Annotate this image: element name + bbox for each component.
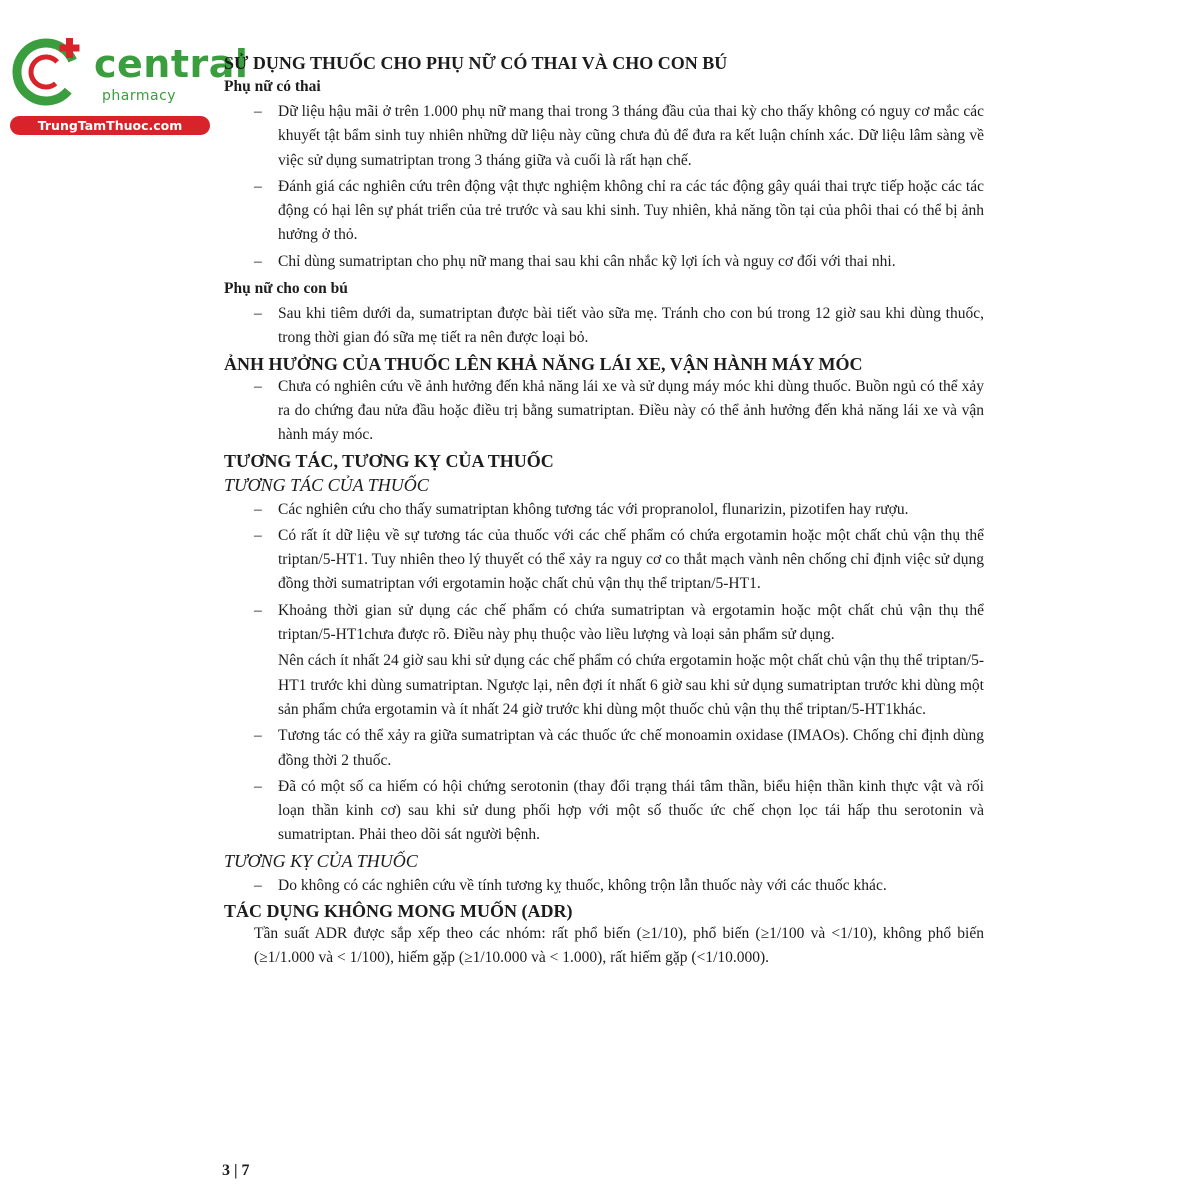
list-item	[224, 375, 984, 448]
bullet-dash-icon: –	[254, 526, 262, 544]
list-item-text: Do không có các nghiên cứu về tính tương kỵ thuốc, không trộn lẫn thuốc này với các thuốc khác.	[278, 876, 887, 894]
list-item	[224, 302, 984, 351]
bullet-dash-icon: –	[254, 601, 262, 619]
logo-subtitle: pharmacy	[102, 88, 177, 104]
pharmacy-emblem-icon	[10, 36, 94, 116]
breastfeeding-list	[224, 302, 984, 351]
driving-list	[224, 375, 984, 448]
central-pharmacy-logo	[10, 36, 249, 136]
list-item	[224, 175, 984, 248]
list-item	[224, 100, 984, 173]
list-item-text: Sau khi tiêm dưới da, sumatriptan được bài tiết vào sữa mẹ. Tránh cho con bú trong 12 giờ sau khi dùng thuốc, trong thời gian đó sữa mẹ tiết ra nên được loại bỏ.	[278, 305, 984, 347]
list-item-text: Khoảng thời gian sử dụng các chế phẩm có chứa sumatriptan và ergotamin hoặc một chất chủ vận thụ thể triptan/5-HT1chưa được rõ. Điều này phụ thuộc vào liều lượng và loại sản phẩm sử dụng.	[278, 601, 984, 644]
logo-brand-name: central	[94, 42, 249, 86]
list-item	[224, 524, 984, 597]
section-title-interactions: TƯƠNG TÁC, TƯƠNG KỴ CỦA THUỐC	[224, 450, 554, 471]
logo-website-link[interactable]: TrungTamThuoc.com	[10, 116, 210, 135]
heading-breastfeeding-women: Phụ nữ cho con bú	[224, 280, 348, 298]
list-item-text: Dữ liệu hậu mãi ở trên 1.000 phụ nữ mang thai trong 3 tháng đầu của thai kỳ cho thấy không có nguy cơ mắc các khuyết tật bẩm sinh tuy nhiên những dữ liệu này cũng chưa đủ để đưa ra kết luận chính xác. Dữ liệu lâm sàng về việc sử dụng sumatriptan trong 3 tháng giữa và cuối là rất hạn chế.	[278, 103, 984, 169]
document-body	[224, 52, 984, 971]
list-item	[224, 724, 984, 773]
bullet-dash-icon: –	[254, 777, 262, 795]
list-item-text: Chưa có nghiên cứu về ảnh hưởng đến khả năng lái xe và sử dụng máy móc khi dùng thuốc. Buồn ngủ có thể xảy ra do chứng đau nửa đầu hoặc điều trị bằng sumatriptan. Điều này có thể ảnh hưởng đến khả năng lái xe và vận hành máy móc.	[278, 377, 984, 444]
list-item	[224, 498, 984, 522]
bullet-dash-icon: –	[254, 103, 262, 120]
heading-pregnant-women: Phụ nữ có thai	[224, 78, 321, 95]
bullet-dash-icon: –	[254, 500, 262, 518]
incompatibilities-list	[224, 874, 984, 898]
section-title-adr: TÁC DỤNG KHÔNG MONG MUỐN (ADR)	[224, 901, 573, 922]
list-item-text: Chỉ dùng sumatriptan cho phụ nữ mang thai sau khi cân nhắc kỹ lợi ích và nguy cơ đối với thai nhi.	[278, 252, 896, 270]
list-item-text: Tương tác có thể xảy ra giữa sumatriptan và các thuốc ức chế monoamin oxidase (IMAOs). Chống chỉ định dùng đồng thời 2 thuốc.	[278, 727, 984, 769]
list-item	[224, 599, 984, 648]
pregnant-women-list	[224, 100, 984, 274]
list-item-text: Đã có một số ca hiếm có hội chứng serotonin (thay đổi trạng thái tâm thần, biểu hiện thần kinh thực vật và rối loạn thần kinh cơ) sau khi sử dung phối hợp với một số thuốc ức chế chọn lọc tái hấp thu serotonin và sumatriptan. Phải theo dõi sát người bệnh.	[278, 777, 984, 844]
bullet-dash-icon: –	[254, 177, 262, 195]
interactions-list-continued	[224, 724, 984, 847]
list-item	[224, 250, 984, 274]
section-title-driving: ẢNH HƯỞNG CỦA THUỐC LÊN KHẢ NĂNG LÁI XE, VẬN HÀNH MÁY MÓC	[224, 353, 863, 374]
bullet-dash-icon: –	[254, 377, 262, 395]
list-item-text: Đánh giá các nghiên cứu trên động vật thực nghiệm không chỉ ra các tác động gây quái thai trực tiếp hoặc các tác động có hại lên sự phát triển của trẻ trước và sau khi sinh. Tuy nhiên, khả năng tồn tại của phôi thai có thể bị ảnh hưởng ở thỏ.	[278, 177, 984, 244]
list-item-text: Có rất ít dữ liệu về sự tương tác của thuốc với các chế phẩm có chứa ergotamin hoặc một chất chủ vận thụ thể triptan/5-HT1. Tuy nhiên theo lý thuyết có thể xảy ra nguy cơ co thắt mạch vành nên chống chỉ định việc sử dụng đồng thời sumatriptan với ergotamin hoặc chất chủ vận thụ thể triptan/5-HT1.	[278, 526, 984, 593]
bullet-dash-icon: –	[254, 305, 262, 323]
page-number: 3 | 7	[222, 1162, 250, 1179]
bullet-dash-icon: –	[254, 876, 262, 894]
list-item	[224, 775, 984, 848]
subheading-incompatibilities: TƯƠNG KỴ CỦA THUỐC	[224, 850, 418, 871]
subheading-drug-interactions: TƯƠNG TÁC CỦA THUỐC	[224, 474, 429, 495]
interactions-list	[224, 498, 984, 648]
list-item-text: Các nghiên cứu cho thấy sumatriptan không tương tác với propranolol, flunarizin, pizotifen hay rượu.	[278, 500, 909, 518]
bullet-dash-icon: –	[254, 252, 262, 270]
interaction-continuation-paragraph: Nên cách ít nhất 24 giờ sau khi sử dụng các chế phẩm có chứa ergotamin hoặc một chất chủ vận thụ thể triptan/5-HT1 trước khi dùng sumatriptan. Ngược lại, nên đợi ít nhất 6 giờ sau khi sử dụng sumatriptan trước khi dùng một sản phẩm chứa ergotamin và ít nhất 24 giờ trước khi dùng một thuốc chủ vận thụ thể triptan/5-HT1khác.	[278, 652, 984, 718]
adr-intro-paragraph: Tần suất ADR được sắp xếp theo các nhóm: rất phổ biến (≥1/10), phổ biến (≥1/100 và <1/10), không phổ biến (≥1/1.000 và < 1/100), hiếm gặp (≥1/10.000 và < 1.000), rất hiếm gặp (<1/10.000).	[254, 925, 984, 967]
bullet-dash-icon: –	[254, 727, 262, 745]
list-item	[224, 874, 984, 898]
section-title-pregnancy: SỬ DỤNG THUỐC CHO PHỤ NỮ CÓ THAI VÀ CHO CON BÚ	[224, 53, 728, 73]
